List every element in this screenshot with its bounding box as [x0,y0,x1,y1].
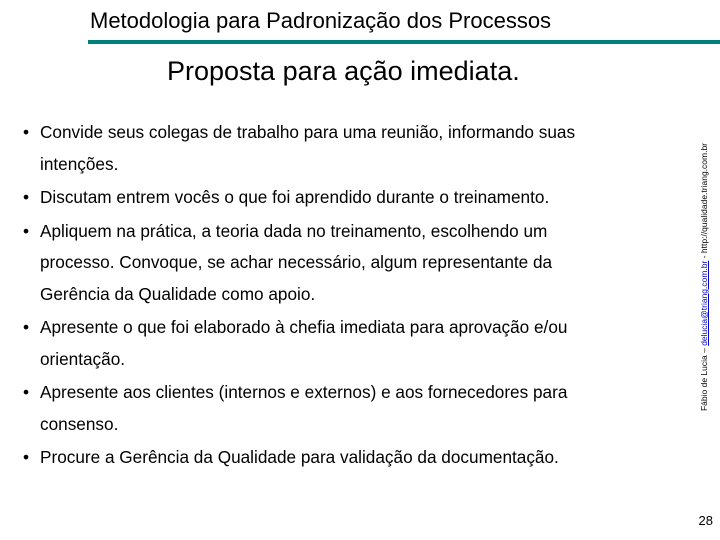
bullet-text: consenso. [40,413,119,434]
bullet-text: Gerência da Qualidade como apoio. [40,283,316,304]
side-note [699,143,709,411]
bullet-text: Apresente aos clientes (internos e externos) e aos fornecedores para [40,382,568,402]
side-note-url[interactable]: - http://qualidade.triang.com.br [699,142,709,261]
bullet-icon: • [23,122,30,142]
bullet-list [23,117,683,476]
bullet-item [23,312,683,375]
bullet-text: Procure a Gerência da Qualidade para validação da documentação. [40,447,559,467]
bullet-item [23,216,683,311]
bullet-icon: • [23,382,30,402]
bullet-item [23,377,683,440]
side-note-author: Fábio de Lucia – [699,345,709,412]
bullet-icon: • [23,220,30,241]
bullet-icon: • [23,187,30,207]
bullet-item [23,442,683,474]
header-title: Metodologia para Padronização dos Processos [90,8,552,33]
bullet-text: Apresente o que foi elaborado à chefia imediata para aprovação e/ou [40,317,568,337]
bullet-text: Discutam entrem vocês o que foi aprendido durante o treinamento. [40,187,550,207]
header-rule [88,40,720,44]
bullet-icon: • [23,447,30,467]
page-number: 28 [698,513,713,528]
bullet-text: intenções. [40,153,119,174]
bullet-text: orientação. [40,348,126,369]
side-note-email-link[interactable]: delucia@triang.com.br [699,260,709,346]
bullet-item [23,182,683,214]
bullet-text: Convide seus colegas de trabalho para uma reunião, informando suas [40,122,576,142]
bullet-item [23,117,683,180]
bullet-text: processo. Convoque, se achar necessário, algum representante da [40,252,553,272]
slide-heading: Proposta para ação imediata. [167,56,520,86]
bullet-text: Apliquem na prática, a teoria dada no treinamento, escolhendo um [40,220,548,241]
bullet-icon: • [23,317,30,337]
